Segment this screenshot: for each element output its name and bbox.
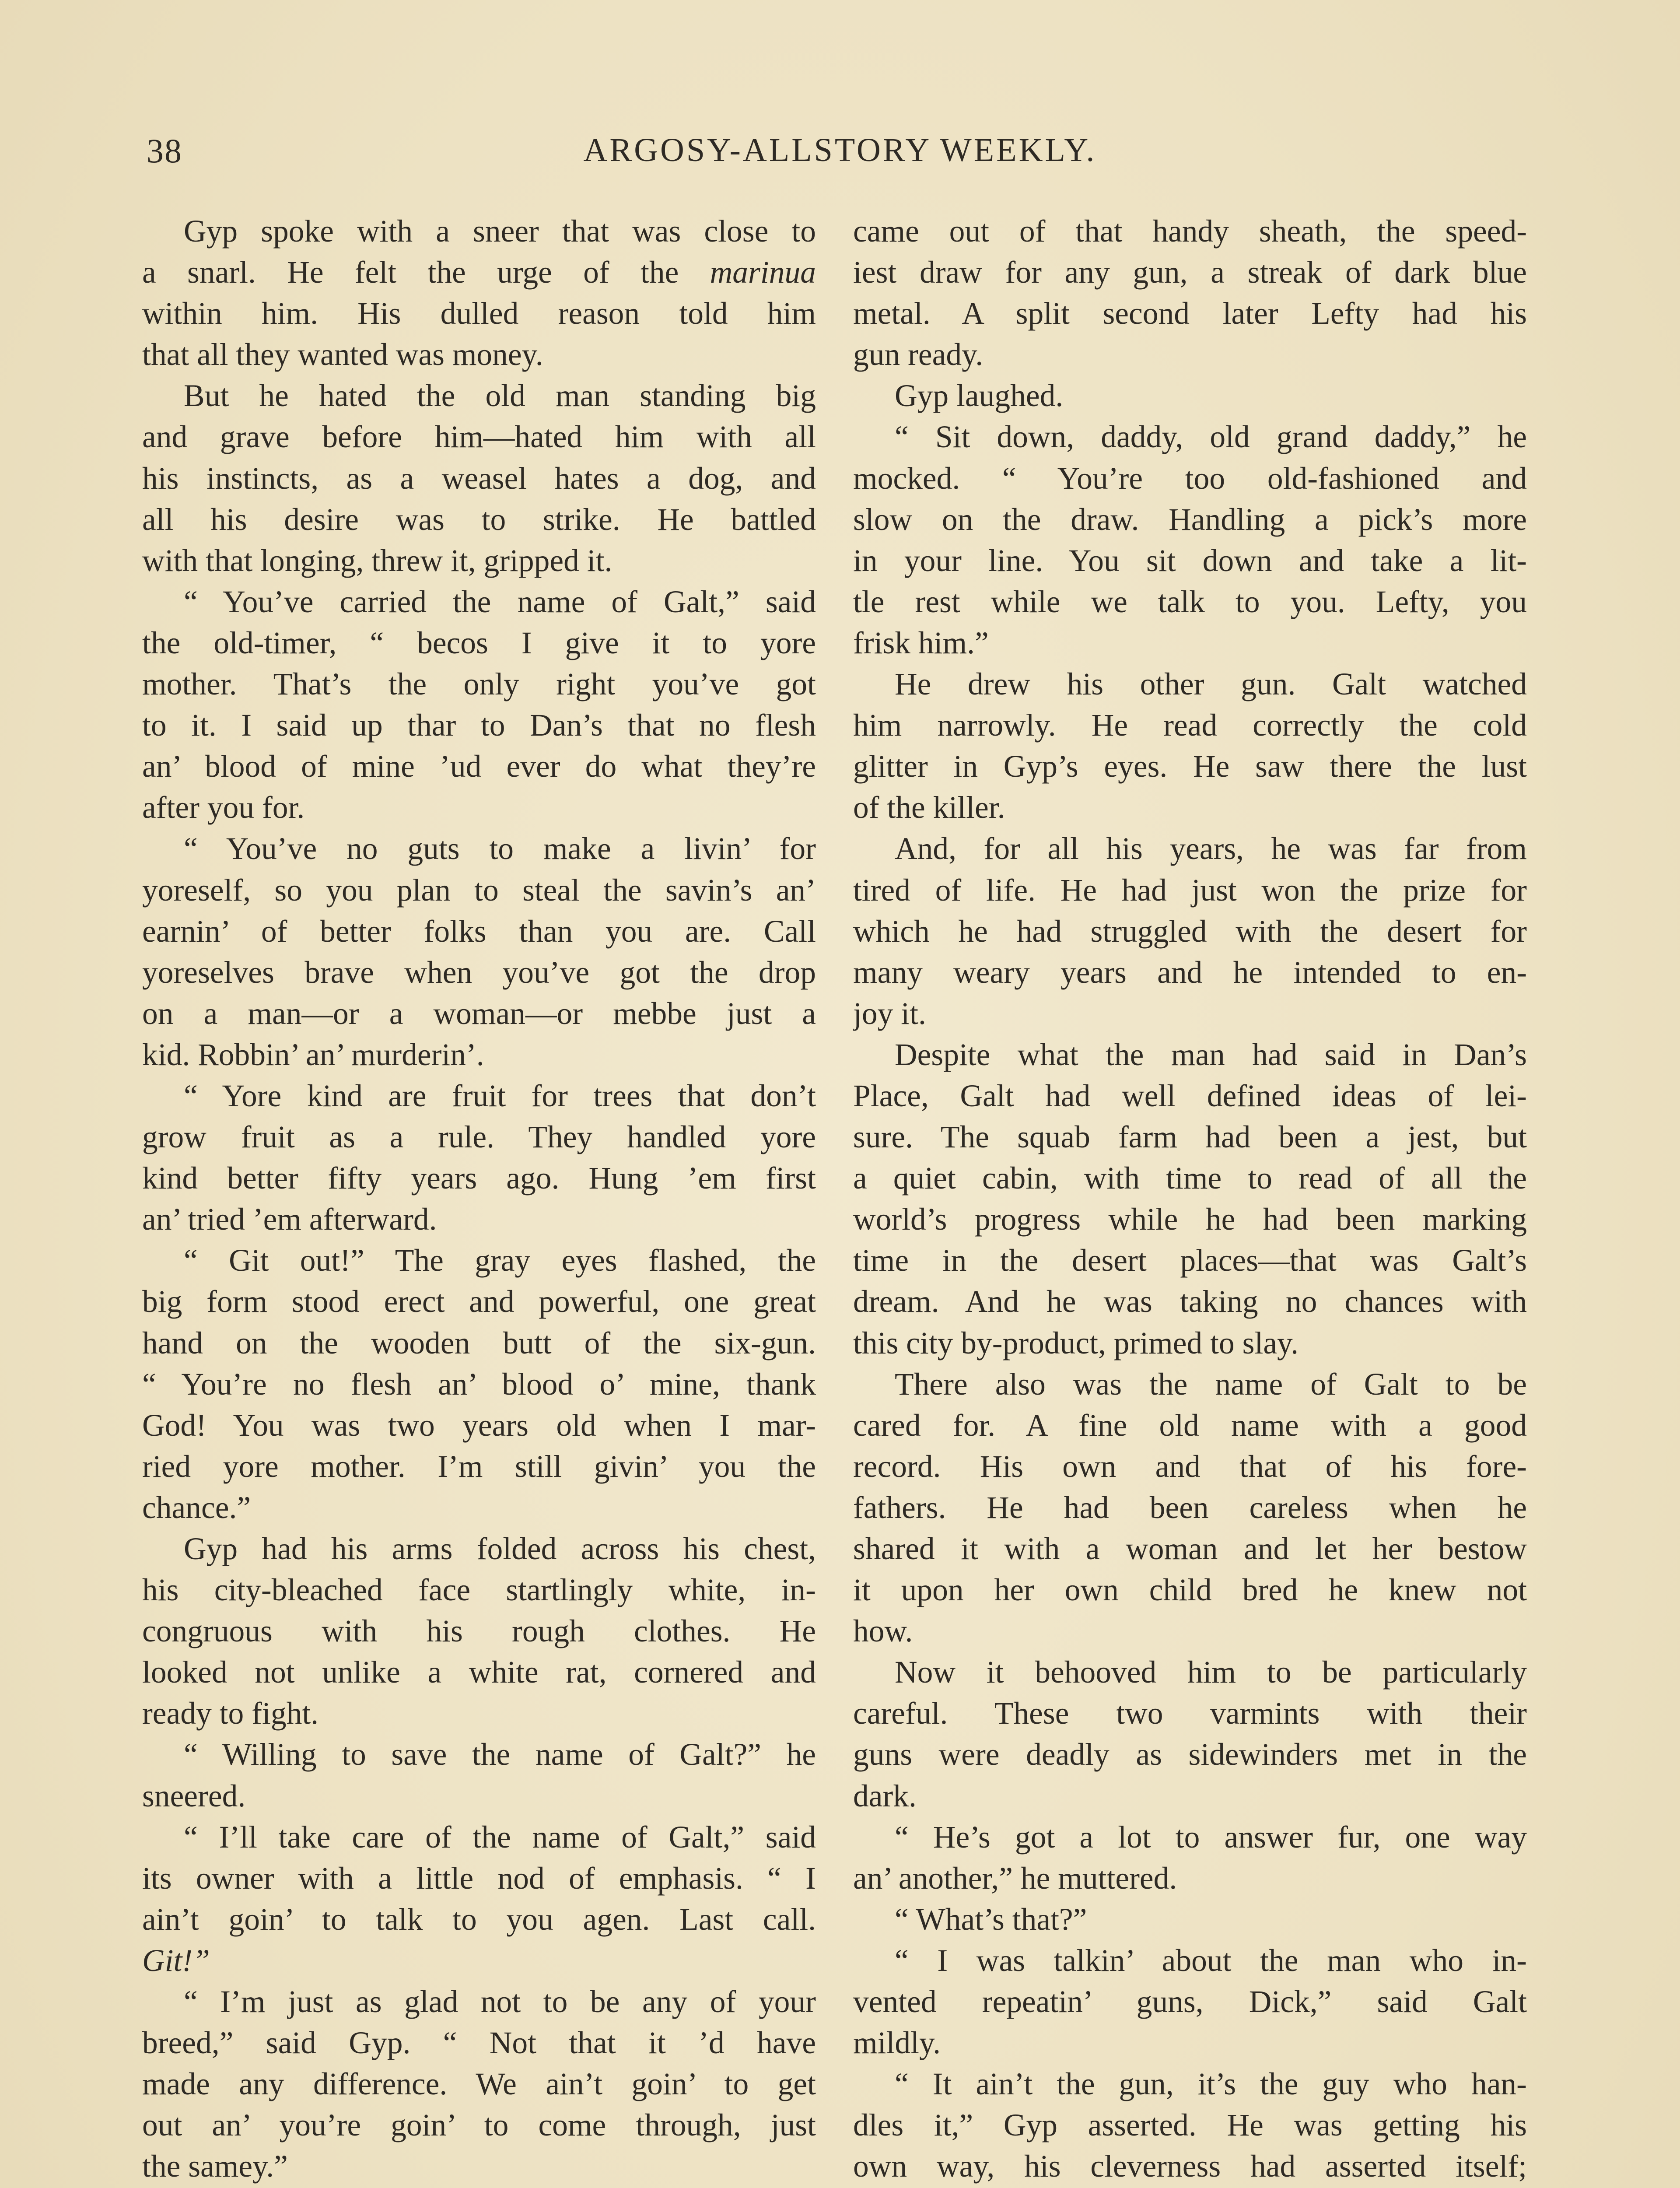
text-line: fathers. He had been careless when he: [853, 1490, 1527, 1525]
text-line: breed,” said Gyp. “ Not that it ’d have: [142, 2026, 816, 2061]
text-line: “ I’ll take care of the name of Galt,” said: [184, 1820, 816, 1855]
text-line: “ You’ve carried the name of Galt,” said: [184, 584, 816, 619]
text-line: “ Willing to save the name of Galt?” he: [184, 1737, 816, 1772]
text-line: “ You’re no flesh an’ blood o’ mine, thank: [142, 1367, 816, 1402]
text-line: to it. I said up thar to Dan’s that no flesh: [142, 708, 816, 743]
text-line: world’s progress while he had been marking: [853, 1202, 1527, 1237]
text-line: an’ blood of mine ’ud ever do what they’re: [142, 749, 816, 784]
text-line: iest draw for any gun, a streak of dark blue: [853, 255, 1527, 290]
text-line: “ You’ve no guts to make a livin’ for: [184, 831, 816, 866]
text-line: chance.”: [142, 1490, 251, 1525]
text-line: But he hated the old man standing big: [184, 379, 816, 414]
page-number: 38: [147, 132, 182, 170]
text-line: mildly.: [853, 2026, 941, 2061]
text-line: frisk him.”: [853, 625, 989, 660]
text-line: kid. Robbin’ an’ murderin’.: [142, 1037, 484, 1072]
text-line: yoreself, so you plan to steal the savin’s an’: [142, 873, 816, 908]
running-head: ARGOSY-ALLSTORY WEEKLY.: [583, 132, 1097, 168]
text-line: hand on the wooden butt of the six-gun.: [142, 1325, 816, 1360]
text-line: on a man—or a woman—or mebbe just a: [142, 996, 816, 1031]
text-line: own way, his cleverness had asserted itself;: [853, 2149, 1527, 2184]
text-line: gun ready.: [853, 337, 984, 372]
text-line: “ What’s that?”: [895, 1902, 1087, 1937]
text-line: out an’ you’re goin’ to come through, just: [142, 2108, 816, 2143]
text-line: dark.: [853, 1778, 917, 1813]
text-line: grow fruit as a rule. They handled yore: [142, 1120, 816, 1155]
text-line: joy it.: [853, 996, 926, 1031]
text-line: it upon her own child bred he knew not: [853, 1573, 1527, 1608]
text-line: record. His own and that of his fore-: [853, 1449, 1527, 1484]
text-line: after you for.: [142, 790, 305, 825]
text-line: “ Git out!” The gray eyes flashed, the: [184, 1243, 816, 1278]
text-line: his instincts, as a weasel hates a dog, and: [142, 461, 816, 496]
text-line: made any difference. We ain’t goin’ to get: [142, 2067, 816, 2102]
text-line: tle rest while we talk to you. Lefty, you: [853, 584, 1527, 619]
text-line: guns were deadly as sidewinders met in the: [853, 1737, 1527, 1772]
text-line: dles it,” Gyp asserted. He was getting his: [853, 2108, 1527, 2143]
text-line: many weary years and he intended to en-: [853, 955, 1527, 990]
text-line: “ I was talkin’ about the man who in-: [895, 1943, 1527, 1978]
text-line: Gyp spoke with a sneer that was close to: [184, 214, 816, 249]
text-line: time in the desert places—that was Galt’s: [853, 1243, 1527, 1278]
text-line: the old-timer, “ becos I give it to yore: [142, 625, 816, 660]
text-line: Despite what the man had said in Dan’s: [895, 1037, 1527, 1072]
text-line: an’ another,” he muttered.: [853, 1861, 1177, 1896]
text-line: careful. These two varmints with their: [853, 1696, 1527, 1731]
text-line: kind better fifty years ago. Hung ’em first: [142, 1161, 816, 1196]
text-line: dream. And he was taking no chances with: [853, 1284, 1527, 1319]
text-line: metal. A split second later Lefty had his: [853, 296, 1527, 331]
text-line: how.: [853, 1614, 913, 1649]
text-line: “ He’s got a lot to answer fur, one way: [895, 1820, 1527, 1855]
text-line: There also was the name of Galt to be: [895, 1367, 1527, 1402]
text-line: God! You was two years old when I mar-: [142, 1408, 816, 1443]
text-line: cared for. A fine old name with a good: [853, 1408, 1527, 1443]
text-line: glitter in Gyp’s eyes. He saw there the lust: [853, 749, 1527, 784]
text-line: “ I’m just as glad not to be any of your: [184, 1985, 816, 2020]
text-line: his city-bleached face startlingly white, in-: [142, 1573, 816, 1608]
text-line: “ Sit down, daddy, old grand daddy,” he: [895, 420, 1527, 455]
text-line: came out of that handy sheath, the speed-: [853, 214, 1527, 249]
text-line: vented repeatin’ guns, Dick,” said Galt: [853, 1985, 1527, 2020]
left-column: [142, 211, 816, 2188]
text-line: Gyp laughed.: [895, 379, 1064, 414]
text-line: a quiet cabin, with time to read of all the: [853, 1161, 1527, 1196]
text-line: earnin’ of better folks than you are. Call: [142, 914, 816, 949]
text-line: big form stood erect and powerful, one great: [142, 1284, 816, 1319]
text-line: this city by-product, primed to slay.: [853, 1325, 1299, 1360]
text-line: slow on the draw. Handling a pick’s more: [853, 502, 1527, 537]
text-line: Git!”: [142, 1943, 210, 1978]
text-line: sneered.: [142, 1778, 246, 1813]
text-line: “ Yore kind are fruit for trees that don’t: [184, 1078, 816, 1113]
text-line: looked not unlike a white rat, cornered and: [142, 1655, 816, 1690]
text-line: which he had struggled with the desert for: [853, 914, 1527, 949]
text-line: all his desire was to strike. He battled: [142, 502, 816, 537]
text-line: ready to fight.: [142, 1696, 319, 1731]
text-line: that all they wanted was money.: [142, 337, 543, 372]
text-line: Gyp had his arms folded across his chest,: [184, 1532, 816, 1566]
text-line: ain’t goin’ to talk to you agen. Last call.: [142, 1902, 816, 1937]
right-column: [853, 211, 1527, 2188]
text-line: mocked. “ You’re too old-fashioned and: [853, 461, 1527, 496]
text-line: him narrowly. He read correctly the cold: [853, 708, 1527, 743]
text-line: yoreselves brave when you’ve got the drop: [142, 955, 816, 990]
text-line: sure. The squab farm had been a jest, but: [853, 1120, 1527, 1155]
text-line: Now it behooved him to be particularly: [895, 1655, 1527, 1690]
text-line: shared it with a woman and let her bestow: [853, 1532, 1527, 1566]
text-line: tired of life. He had just won the prize for: [853, 873, 1527, 908]
text-line: He drew his other gun. Galt watched: [895, 667, 1527, 702]
text-line: Place, Galt had well defined ideas of lei-: [853, 1078, 1527, 1113]
text-line: ried yore mother. I’m still givin’ you the: [142, 1449, 816, 1484]
text-line: and grave before him—hated him with all: [142, 420, 816, 455]
text-line: “ It ain’t the gun, it’s the guy who han-: [895, 2067, 1527, 2102]
text-line: in your line. You sit down and take a lit-: [853, 543, 1527, 578]
text-line: of the killer.: [853, 790, 1005, 825]
text-line: within him. His dulled reason told him: [142, 296, 816, 331]
text-line: a snarl. He felt the urge of the marinua: [142, 255, 816, 290]
text-line: with that longing, threw it, gripped it.: [142, 543, 612, 578]
text-line: congruous with his rough clothes. He: [142, 1614, 816, 1649]
text-line: the samey.”: [142, 2149, 288, 2184]
text-line: an’ tried ’em afterward.: [142, 1202, 437, 1237]
text-line: And, for all his years, he was far from: [895, 831, 1527, 866]
text-line: mother. That’s the only right you’ve got: [142, 667, 816, 702]
text-line: its owner with a little nod of emphasis. “ I: [142, 1861, 816, 1896]
